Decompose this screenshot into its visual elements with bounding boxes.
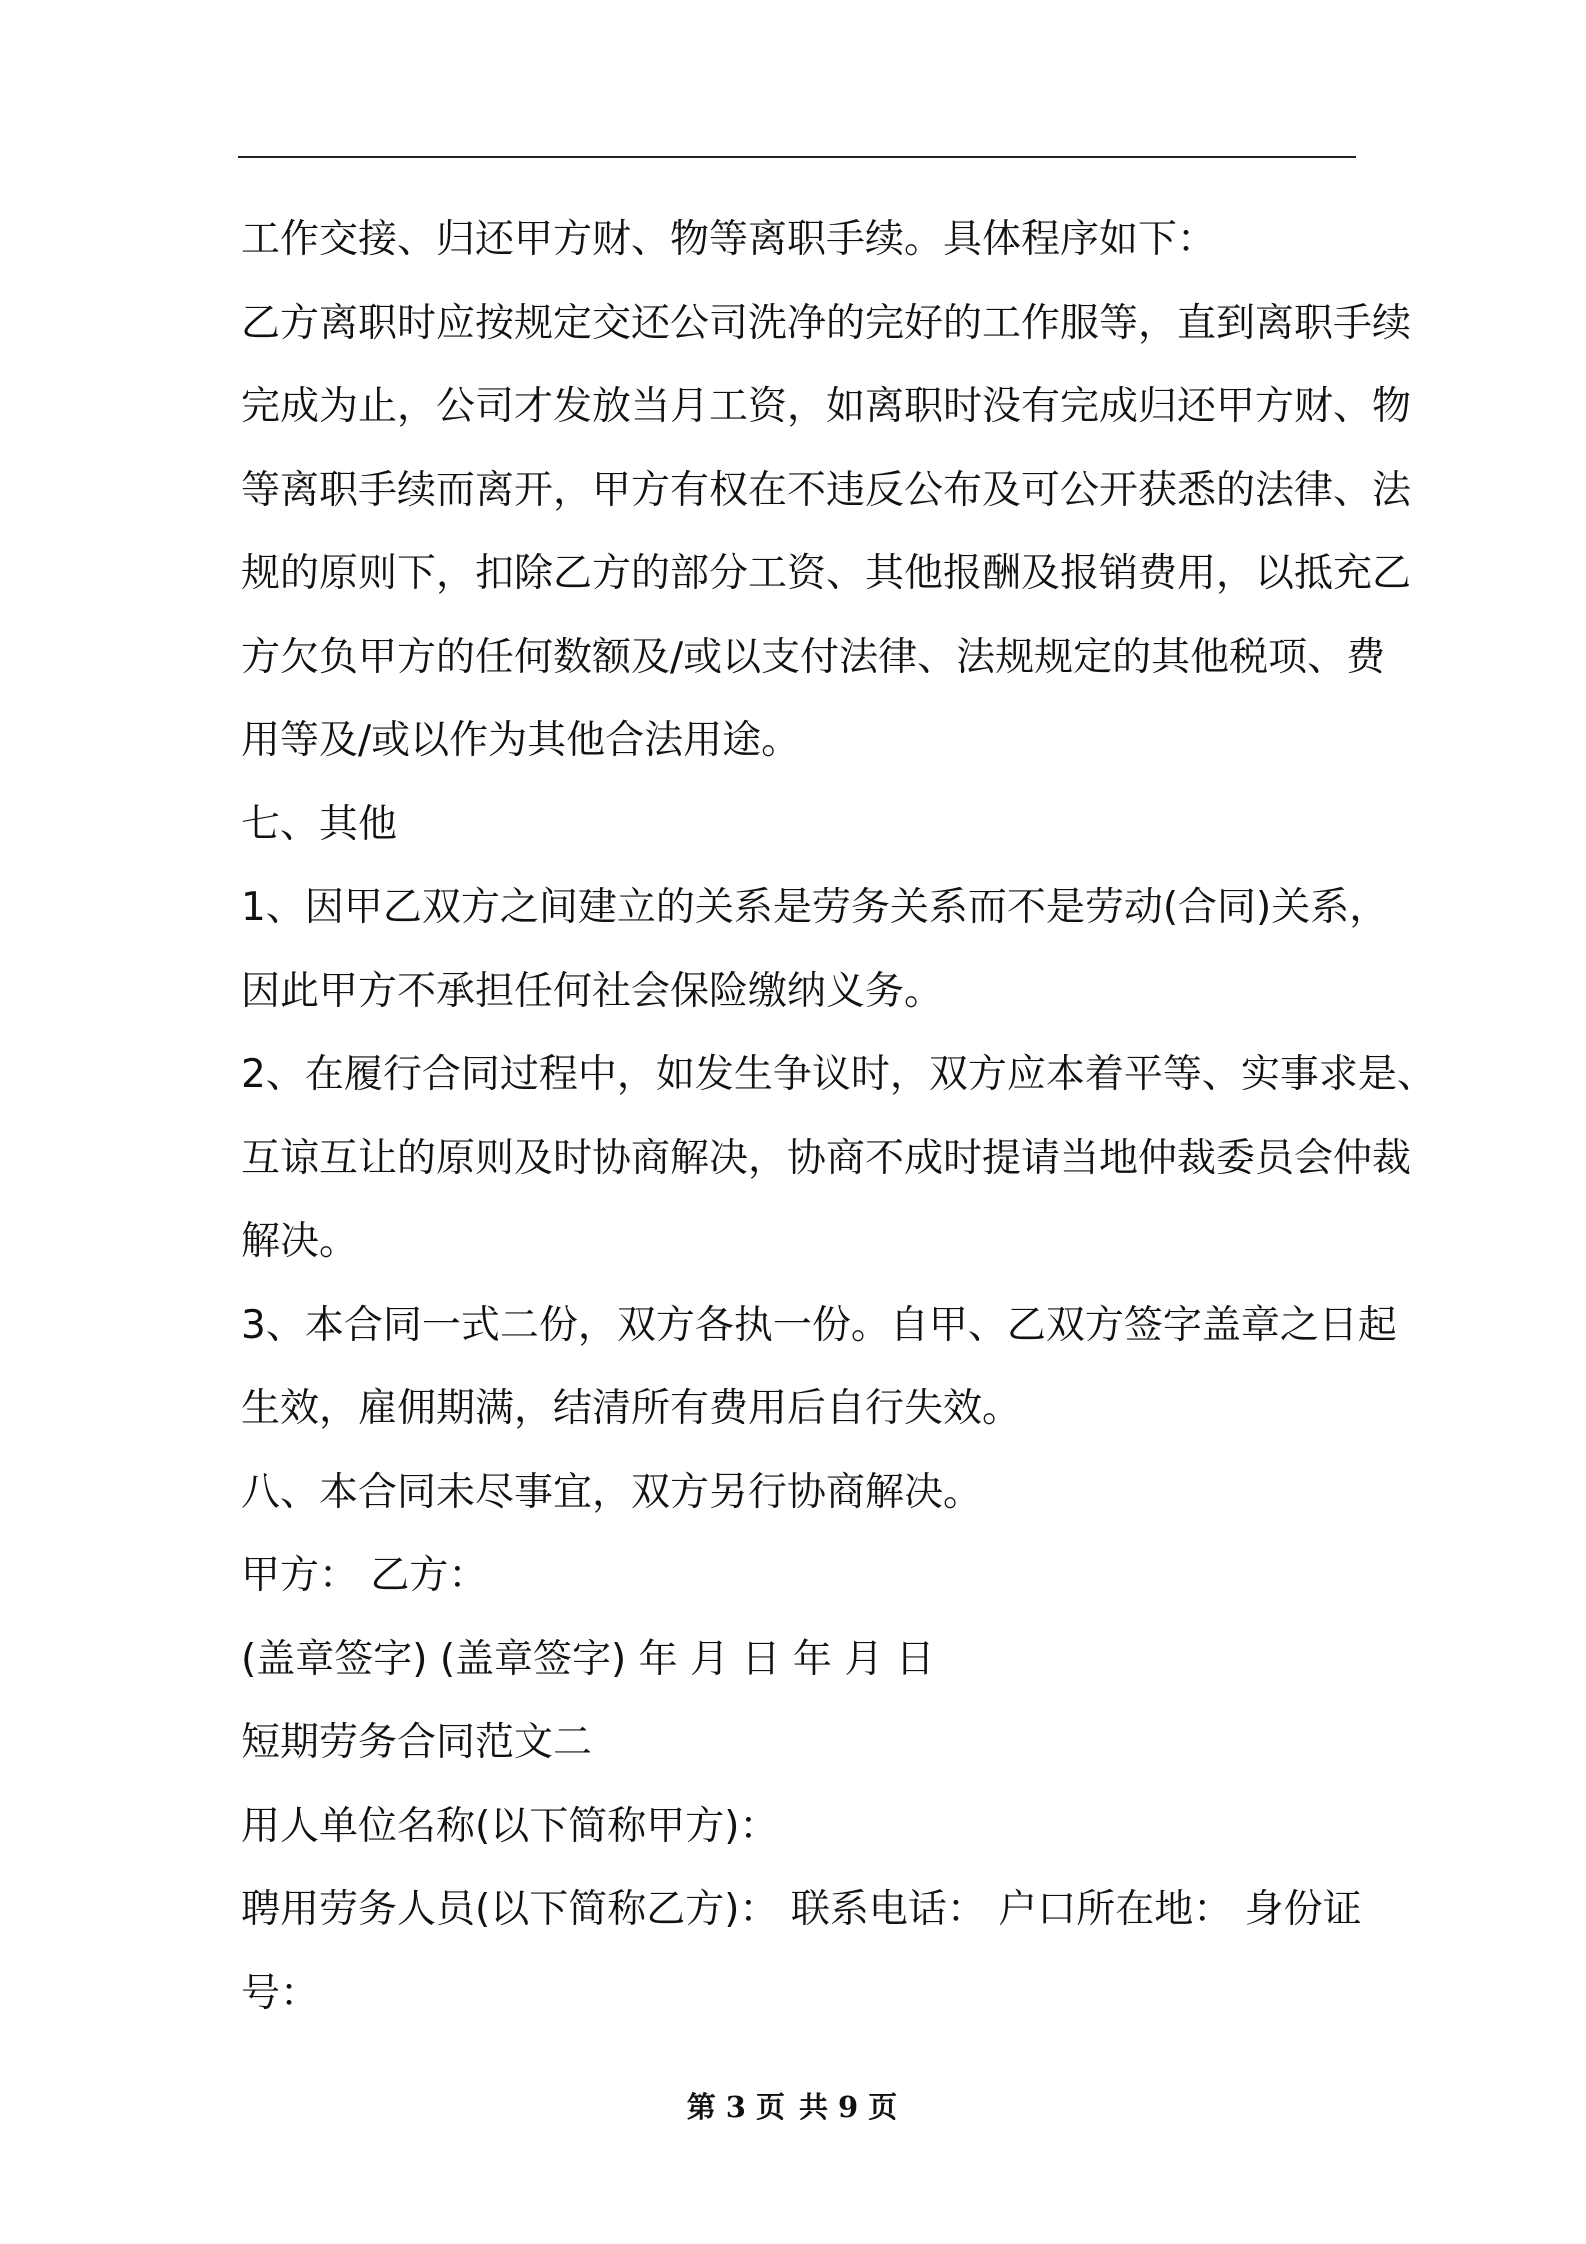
text-line: 号： — [241, 1970, 320, 2016]
text-line: 工作交接、归还甲方财、物等离职手续。具体程序如下： — [241, 217, 1217, 262]
text-line: 方欠负甲方的任何数额及/或以支付法律、法规规定的其他税项、费 — [241, 634, 1386, 680]
text-line: 互谅互让的原则及时协商解决，协商不成时提请当地仲裁委员会仲裁 — [241, 1135, 1412, 1181]
text-line: 1、因甲乙双方之间建立的关系是劳务关系而不是劳动(合同)关系， — [241, 885, 1389, 930]
page-number-footer — [0, 2085, 1586, 2126]
text-line: 2、在履行合同过程中，如发生争议时，双方应本着平等、实事求是、 — [241, 1052, 1436, 1097]
current-page-number: 3 — [725, 2090, 748, 2124]
document-body — [241, 198, 1436, 2035]
header-divider — [238, 156, 1356, 158]
text-line: 等离职手续而离开，甲方有权在不违反公布及可公开获悉的法律、法 — [241, 467, 1412, 513]
signature-dates: (盖章签字) (盖章签字) 年 月 日 年 月 日 — [241, 1636, 935, 1682]
text-line: 聘用劳务人员(以下简称乙方)： 联系电话： 户口所在地： 身份证 — [241, 1887, 1362, 1932]
text-line: 完成为止，公司才发放当月工资，如离职时没有完成归还甲方财、物 — [241, 384, 1412, 429]
text-line: 因此甲方不承担任何社会保险缴纳义务。 — [241, 968, 944, 1014]
total-page-count: 9 — [838, 2090, 861, 2124]
footer-suffix: 页 — [868, 2090, 900, 2124]
section-heading: 七、其他 — [241, 801, 398, 847]
footer-middle: 页 共 — [755, 2090, 831, 2124]
signature-parties: 甲方： 乙方： — [241, 1553, 488, 1598]
text-line: 用人单位名称(以下简称甲方)： — [241, 1803, 779, 1849]
text-line: 规的原则下，扣除乙方的部分工资、其他报酬及报销费用，以抵充乙 — [241, 551, 1412, 596]
text-line: 乙方离职时应按规定交还公司洗净的完好的工作服等，直到离职手续 — [241, 300, 1412, 346]
text-line: 生效，雇佣期满，结清所有费用后自行失效。 — [241, 1386, 1022, 1431]
section-heading: 八、本合同未尽事宜，双方另行协商解决。 — [241, 1469, 983, 1515]
text-line: 解决。 — [241, 1219, 359, 1264]
text-line: 用等及/或以作为其他合法用途。 — [241, 718, 801, 763]
footer-prefix: 第 — [686, 2090, 718, 2124]
text-line: 3、本合同一式二份，双方各执一份。自甲、乙双方签字盖章之日起 — [241, 1302, 1397, 1348]
document-subtitle: 短期劳务合同范文二 — [241, 1720, 593, 1765]
